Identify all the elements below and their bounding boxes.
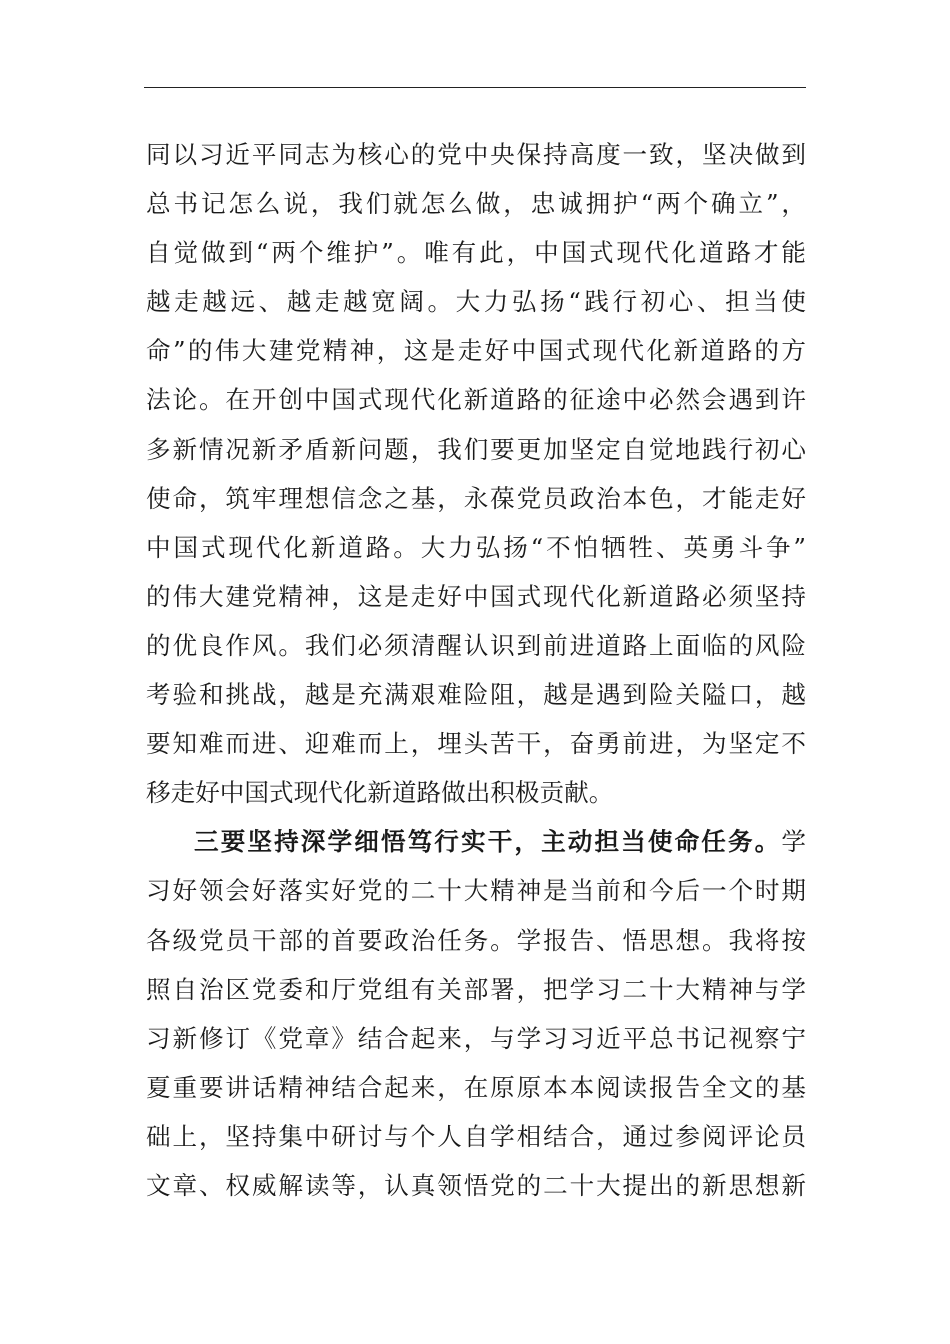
text-line: 多新情况新矛盾新问题，我们要更加坚定自觉地践行初心	[146, 434, 806, 464]
header-rule	[144, 87, 806, 88]
text-line: 的伟大建党精神，这是走好中国式现代化新道路必须坚持	[146, 581, 806, 611]
text-line: 考验和挑战，越是充满艰难险阻，越是遇到险关隘口，越	[146, 680, 806, 710]
text-line: 总书记怎么说，我们就怎么做，忠诚拥护“两个确立”，	[146, 189, 806, 219]
text-line: 法论。在开创中国式现代化新道路的征途中必然会遇到许	[146, 385, 806, 415]
text-line: 命”的伟大建党精神，这是走好中国式现代化新道路的方	[146, 336, 806, 366]
text-line: 使命，筑牢理想信念之基，永葆党员政治本色，才能走好	[146, 483, 806, 513]
section-first-line	[146, 817, 806, 866]
text-line: 移走好中国式现代化新道路做出积极贡献。	[146, 778, 614, 808]
text-line: 越走越远、越走越宽阔。大力弘扬“践行初心、担当使	[146, 287, 806, 317]
text-line: 习好领会好落实好党的二十大精神是当前和今后一个时期	[146, 876, 806, 906]
text-line: 同以习近平同志为核心的党中央保持高度一致，坚决做到	[146, 140, 806, 169]
text-line: 自觉做到“两个维护”。唯有此，中国式现代化道路才能	[146, 238, 806, 268]
text-line: 的优良作风。我们必须清醒认识到前进道路上面临的风险	[146, 630, 806, 660]
text-line: 照自治区党委和厅党组有关部署，把学习二十大精神与学	[146, 974, 806, 1004]
body-text	[146, 130, 806, 1210]
text-line: 夏重要讲话精神结合起来，在原原本本阅读报告全文的基	[146, 1072, 806, 1102]
text-line: 文章、权威解读等，认真领悟党的二十大提出的新思想新	[146, 1170, 806, 1200]
section-first-line-tail: 学	[781, 827, 806, 857]
text-line: 础上，坚持集中研讨与个人自学相结合，通过参阅评论员	[146, 1121, 806, 1151]
text-line: 中国式现代化新道路。大力弘扬“不怕牺牲、英勇斗争”	[146, 532, 806, 562]
text-line: 各级党员干部的首要政治任务。学报告、悟思想。我将按	[146, 925, 806, 955]
text-line: 习新修订《党章》结合起来，与学习习近平总书记视察宁	[146, 1023, 806, 1053]
section-heading: 三要坚持深学细悟笃行实干，主动担当使命任务。	[194, 827, 782, 857]
text-line: 要知难而进、迎难而上，埋头苦干，奋勇前进，为坚定不	[146, 729, 806, 759]
